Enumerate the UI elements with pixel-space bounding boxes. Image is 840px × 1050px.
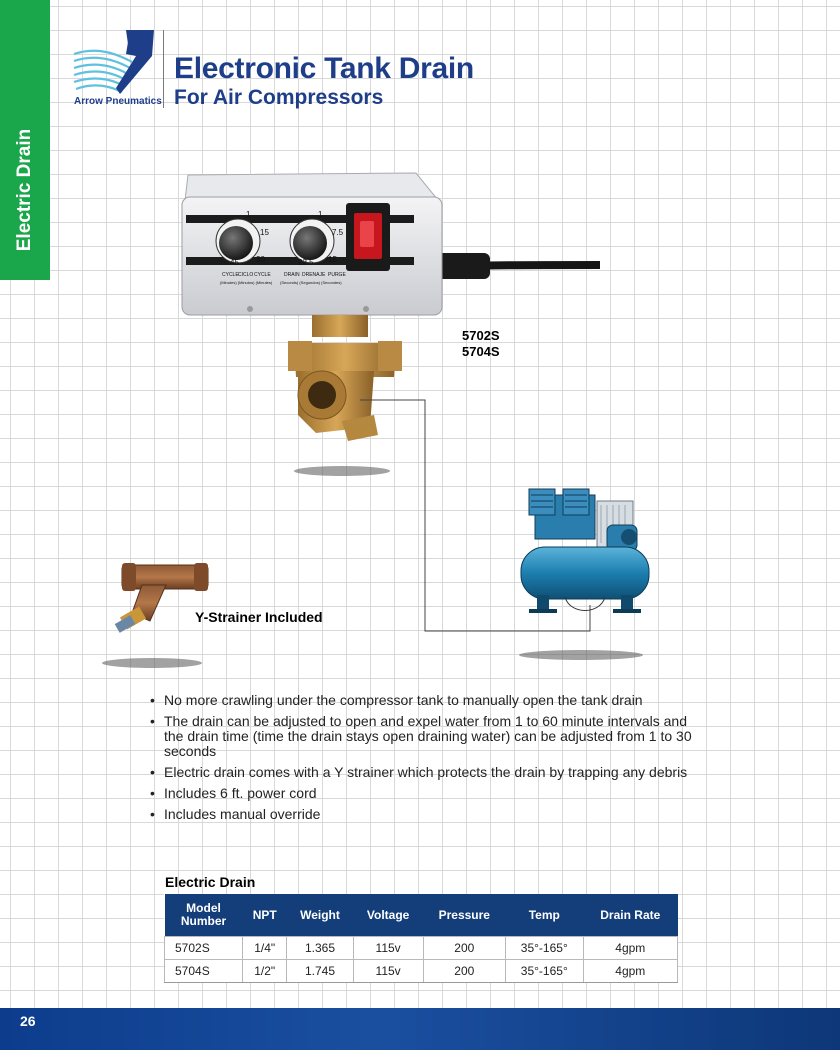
drain-tick-7-5: 7.5 [332,228,344,237]
spec-table [164,894,678,983]
column-header: Drain Rate [583,894,677,937]
side-tab-label: Electric Drain [14,128,35,252]
column-header: Temp [505,894,583,937]
table-cell: 4gpm [583,937,677,960]
drain-units: (Seconds) (Segundos) (Secondes) [280,280,342,285]
drain-tick-1: 1 [318,210,323,219]
column-header: Weight [287,894,353,937]
cycle-tick-45: 45 [230,258,239,267]
brand-name: Arrow Pneumatics [74,96,162,107]
page-title: Electronic Tank Drain [174,52,474,85]
table-cell: 115v [353,960,423,983]
table-cell: 5702S [165,937,243,960]
table-cell: 35°-165° [505,937,583,960]
side-tab [0,0,50,280]
feature-item: • Electric drain comes with a Y strainer which protects the drain by trapping any debris [148,765,708,780]
table-cell: 1/4" [243,937,287,960]
cycle-label-fr: CYCLE [254,272,271,278]
cycle-tick-30: 30 [256,255,265,264]
cycle-label-es: CICLO [238,272,254,278]
drain-tick-15: 15 [328,255,337,264]
cycle-label-en: CYCLE [222,272,239,278]
feature-list [148,693,708,828]
cycle-tick-15: 15 [260,228,269,237]
column-header: NPT [243,894,287,937]
model-code: 5704S [462,344,500,359]
table-cell: 35°-165° [505,960,583,983]
drain-label-es: DRENAJE [302,272,326,278]
table-cell: 1.365 [287,937,353,960]
column-header: Voltage [353,894,423,937]
table-cell: 1/2" [243,960,287,983]
table-header-row [165,894,678,937]
table-cell: 4gpm [583,960,677,983]
table-row [165,960,678,983]
feature-item: • The drain can be adjusted to open and expel water from 1 to 60 minute intervals and the drain time (time the drain stays open draining water) can be adjusted from 1 to 30 seconds [148,714,708,759]
table-row [165,937,678,960]
header-divider [163,30,164,108]
air-compressor-image [515,485,655,665]
spec-table-title: Electric Drain [165,874,256,890]
table-cell: 5704S [165,960,243,983]
table-cell: 115v [353,937,423,960]
column-header: Model Number [165,894,243,937]
strainer-label: Y-Strainer Included [195,609,323,625]
cycle-units: (Minutes) (Minutos) (Minutes) [220,280,273,285]
drain-label-en: DRAIN [284,272,300,278]
page-number: 26 [20,1013,36,1029]
page-subtitle: For Air Compressors [174,86,384,109]
feature-item: • Includes 6 ft. power cord [148,786,708,801]
footer-bar [0,1008,840,1050]
cycle-tick-1: 1 [246,210,251,219]
table-cell: 200 [423,937,505,960]
column-header: Pressure [423,894,505,937]
table-cell: 200 [423,960,505,983]
drain-label-fr: PURGE [328,272,346,278]
model-codes [462,328,500,360]
drain-tick-22-5: 22.5 [298,258,314,267]
model-code: 5702S [462,328,500,343]
table-cell: 1.745 [287,960,353,983]
feature-item: • No more crawling under the compressor tank to manually open the tank drain [148,693,708,708]
feature-item: • Includes manual override [148,807,708,822]
